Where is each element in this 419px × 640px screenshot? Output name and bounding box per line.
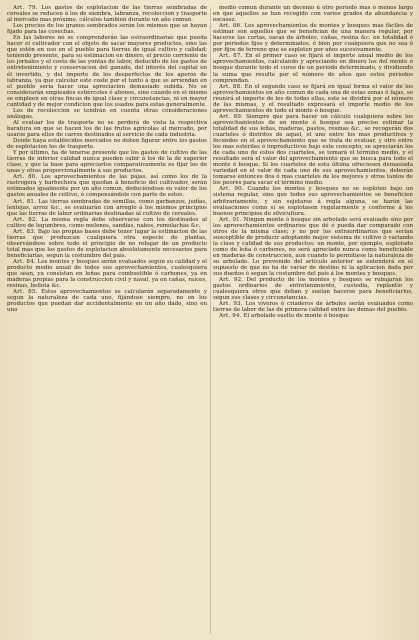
article-paragraph	[7, 150, 207, 174]
article-number: Art. 90.	[218, 186, 244, 193]
article-number: Art. 94.	[218, 313, 242, 320]
article-text: Estos aprovechamientos se calcularán separadamente y segun la naturaleza de cada uno, fijándose siempre, no en los productos que puedan dar accidentalmente en un año dado, sino en uno	[7, 289, 207, 314]
article-paragraph	[213, 23, 413, 53]
article-paragraph	[213, 53, 413, 83]
article-number: Art. 80.	[13, 174, 38, 181]
two-column-layout	[7, 5, 413, 636]
article-text: Los aprovechamientos de las pajas, así como los de la rastrogera y barbechera que quedan á beneficio del cultivador, serán estimados igualmente por un año comun, deduciéndose su valor de los gastos anuales de cultivo, ó compensándole con parte de estos.	[7, 174, 207, 199]
article-paragraph	[213, 84, 413, 114]
article-number: Art. 84.	[13, 258, 36, 265]
article-text: Los precios de los granos sembrados serán los mismos que se hayan fijado para las cosechas.	[7, 23, 207, 36]
article-paragraph	[213, 5, 413, 23]
article-text: Los viveros ó criaderos de árboles serán evaluados como tierras de labor de las de primera calidad entre las demas del pueblo.	[212, 301, 413, 314]
article-text: En las labores no se comprenderán las estraordinarias que pueda hacer el cultivador con el objeto de sacar mayores productos, sino las que estén en uso en el pueblo para tierras de igual cultivo y calidad; teniendo presente, para su estimacion en dinero, el precio corriente de los jornales y el coste de las yuntas de labor, deducido de los gastos de entretenimiento y conservacion del ganado, del interés del capital en él invertido, y del importe de los desperfectos de los aperos de labranza, ya que calcular este coste por el tanto á que se arriendan en el pueblo sería hacer una apreciacion demasiado subida. No se considerarán empleados estiércoles ó abonos, sino cuando en el mismo se empleen en otras fincas de igual clase y circunstancias, ni en mayor cantidad y de mejor condicion que los usados para estas generalmente.	[7, 35, 207, 108]
article-paragraph	[213, 114, 413, 187]
article-text: Del producto de los montes y bosques se rebajarán los gastos ordinarios de entretenimiento, custodia, replantío y cualesquiera otros que deban y suelan hacerse para beneficiarlos, segun sus clases y circunstancias.	[212, 277, 413, 302]
article-paragraph	[213, 313, 413, 319]
article-text: Y por último, ha de tenerse presente que los gastos de cultivo de las tierras de inferior calidad nunca pueden subir á los de la de superior clase, y que la base para apreciarlos comparativamente es fijar los de unas y otras proporcionalmente á sus productos.	[7, 150, 207, 175]
column-divider	[210, 7, 211, 634]
article-paragraph	[7, 120, 207, 138]
article-paragraph	[7, 138, 207, 150]
article-text: Al evaluar los de trasporte no se perderá de vista la respectiva baratura en que se hacen los de las frutos agrícolas al mercado, por usarse para ellos de carros destinados al servicio de cada industria.	[7, 119, 207, 138]
article-text: En el primer caso se fijará el importe anual medio de los aprovechamientos, calculando y apreciando en dinero los del monte ó bosque durante todo el curso de un periodo determinado, y dividiendo la suma que resulte por el número de años que estos periodos comprendan.	[212, 53, 413, 84]
article-number: Art. 82.	[13, 216, 38, 223]
article-text: Bajo las propias bases debe tener lugar la estimacion de las tierras que produzcan cualquiera otra especie de plantas, observándose sobre todo el principio de no rebajar de un producto total mas que los gastos de esplotacion absolutamente necesarios para beneficiarlas, segun la costumbre del país.	[7, 228, 207, 259]
article-text: Los de recoleccion se tendrán en cuenta otras consideraciones análogas.	[7, 107, 207, 120]
article-text: Los gastos de esplotacion de las tierras sembradas de cereales se reducen á los de siembra, labranza, recoleccion y trasporte al mercado mas próximo, cálculos tambien durante un año comun.	[7, 5, 207, 24]
article-paragraph	[7, 23, 207, 35]
article-number: Art. 79.	[13, 5, 38, 11]
article-paragraph	[7, 5, 207, 23]
article-paragraph	[213, 277, 413, 301]
article-number: Art. 87.	[218, 53, 243, 60]
article-paragraph	[7, 289, 207, 313]
article-number: Art. 92.	[218, 277, 244, 284]
left-column	[7, 5, 207, 636]
article-number: Art. 83.	[13, 228, 36, 235]
article-text: Cuando los montes y bosques no se esploten bajo un sistema regular, sino que todos sus aprovechamientos se beneficien arbitrariamente, y sin sujetarse á regla alguna, se harán las evaluaciones como si se esplotasen regularmente y conforme á los buenos principios de silvicultura.	[212, 186, 413, 217]
article-number: Art. 88.	[218, 83, 243, 90]
article-text: Los montes y bosques serán evaluados segun su calidad y el producto medio anual de todos sus aprovechamientos, cualesquiera que sean, ya consistan en leñas para combustible ó carbones, ya en maderas propias para la construccion civil y naval, ya en cañas, raíces, resinas, bellota &c.	[7, 258, 207, 290]
article-number: Art. 91.	[218, 216, 242, 223]
article-text: Ningun monte ó bosque sin arbolado será evaluado sino por los aprovechamientos ordinarios que dé ó pueda dar comparado con otros de la misma clase; y no por los extraordinarios que serían susceptible de producir adoptando mejor sistema de cultivo ó variando la clase y calidad de sus productos; un monte, por ejemplo, esplotado como de leña ó carbones, no será apreciado nunca como beneficiable en maderas de construccion, aun cuando lo permitiese la naturaleza de su arbolado. Lo prevenido del artículo anterior se entenderá en el supuesto de que no ha de variar de destino ni la aplicacion dada por sus dueños ó segun la costumbre del país á los montes y bosques.	[212, 216, 413, 278]
article-text: Los aprovechamientos de montes y bosques mas fáciles de estimar son aquellos que se benefician de una manera regular, por hacerse las cortas, sacas de árboles, cañas, resina &c. en totalidad ó por periodos fijos y determinados, ó bien por cualquiera que no sea ó por fijos de terreno que se esploten por años sucesivamente.	[212, 23, 413, 54]
article-paragraph	[213, 301, 413, 313]
article-number: Art. 86.	[218, 23, 243, 30]
article-paragraph	[7, 174, 207, 198]
article-text: El arbolado suelto de monte ó bosque	[243, 313, 349, 320]
article-text: Las tierras sembradas de semillas, como garbanzos, judías, lentejas, arroz &c., se evaluarán con arreglo á los mismos principios que las tierras de labor ordinarias destinadas al cultivo de cereales.	[7, 198, 207, 217]
article-number: Art. 85.	[13, 289, 38, 296]
article-text: Siempre que para hacer un cálculo cualquiera sobre los aprovechamientos de un monte ó bosque sea preciso estimar la totalidad de sus leñas, maderas, pastos, resinas &c., se recogerán dos cuarteles ó distritos de aquel, el uno entre los mas productivos y fecundos en el aprovechamiento que se trata de evaluar, y otro entre los mas estériles ó improductivos bajo este concepto; se apreciarán los de cada uno de estos dos cuarteles, se tomará el término medio, y el resultado será el valor del aprovechamiento que se busca para todo el monte ó bosque. Si los cuarteles de esta última ofreciesen demasiada variedad en el valor de cada uno de sus aprovechamientos, deberán tomarse entonces dos ó mas cuarteles de los mejores y otros tantos de los peores para sacar el término medio.	[212, 113, 413, 187]
article-text: La misma regla debe observarse con los destinados al cultivo de legumbres, como melones, sandías, nabos, remolachas &c.	[7, 216, 207, 229]
article-paragraph	[7, 199, 207, 217]
article-number: Art. 89.	[218, 113, 243, 120]
article-number: Art. 93.	[218, 301, 243, 308]
article-text: Donde haya establecidos mercados no deben figurar entre los gastos de esplotacion los de trasporte.	[7, 138, 207, 151]
article-paragraph	[213, 186, 413, 216]
article-number: Art. 81.	[13, 198, 37, 205]
article-paragraph	[213, 217, 413, 277]
article-paragraph	[7, 259, 207, 289]
article-paragraph	[7, 108, 207, 120]
article-paragraph	[7, 229, 207, 259]
article-paragraph	[7, 35, 207, 108]
article-text: En el segundo caso se fijará en igual forma el valor de los aprovechamientos en año comun de cada una de estas zonas ó fajas, se reunirá el importe de los de todas ellas, este se dividirá por el número de las mismas, y el resultado expresará el importe medio de los aprovechamientos de todo el monte ó bosque.	[212, 83, 413, 114]
article-paragraph	[7, 217, 207, 229]
article-text: medio comun durante un decenio ú otro periodo mas ó menos largo en que aquellos se han recogido con varios grados de abundancia y escasez.	[212, 5, 413, 24]
right-column	[213, 5, 413, 636]
